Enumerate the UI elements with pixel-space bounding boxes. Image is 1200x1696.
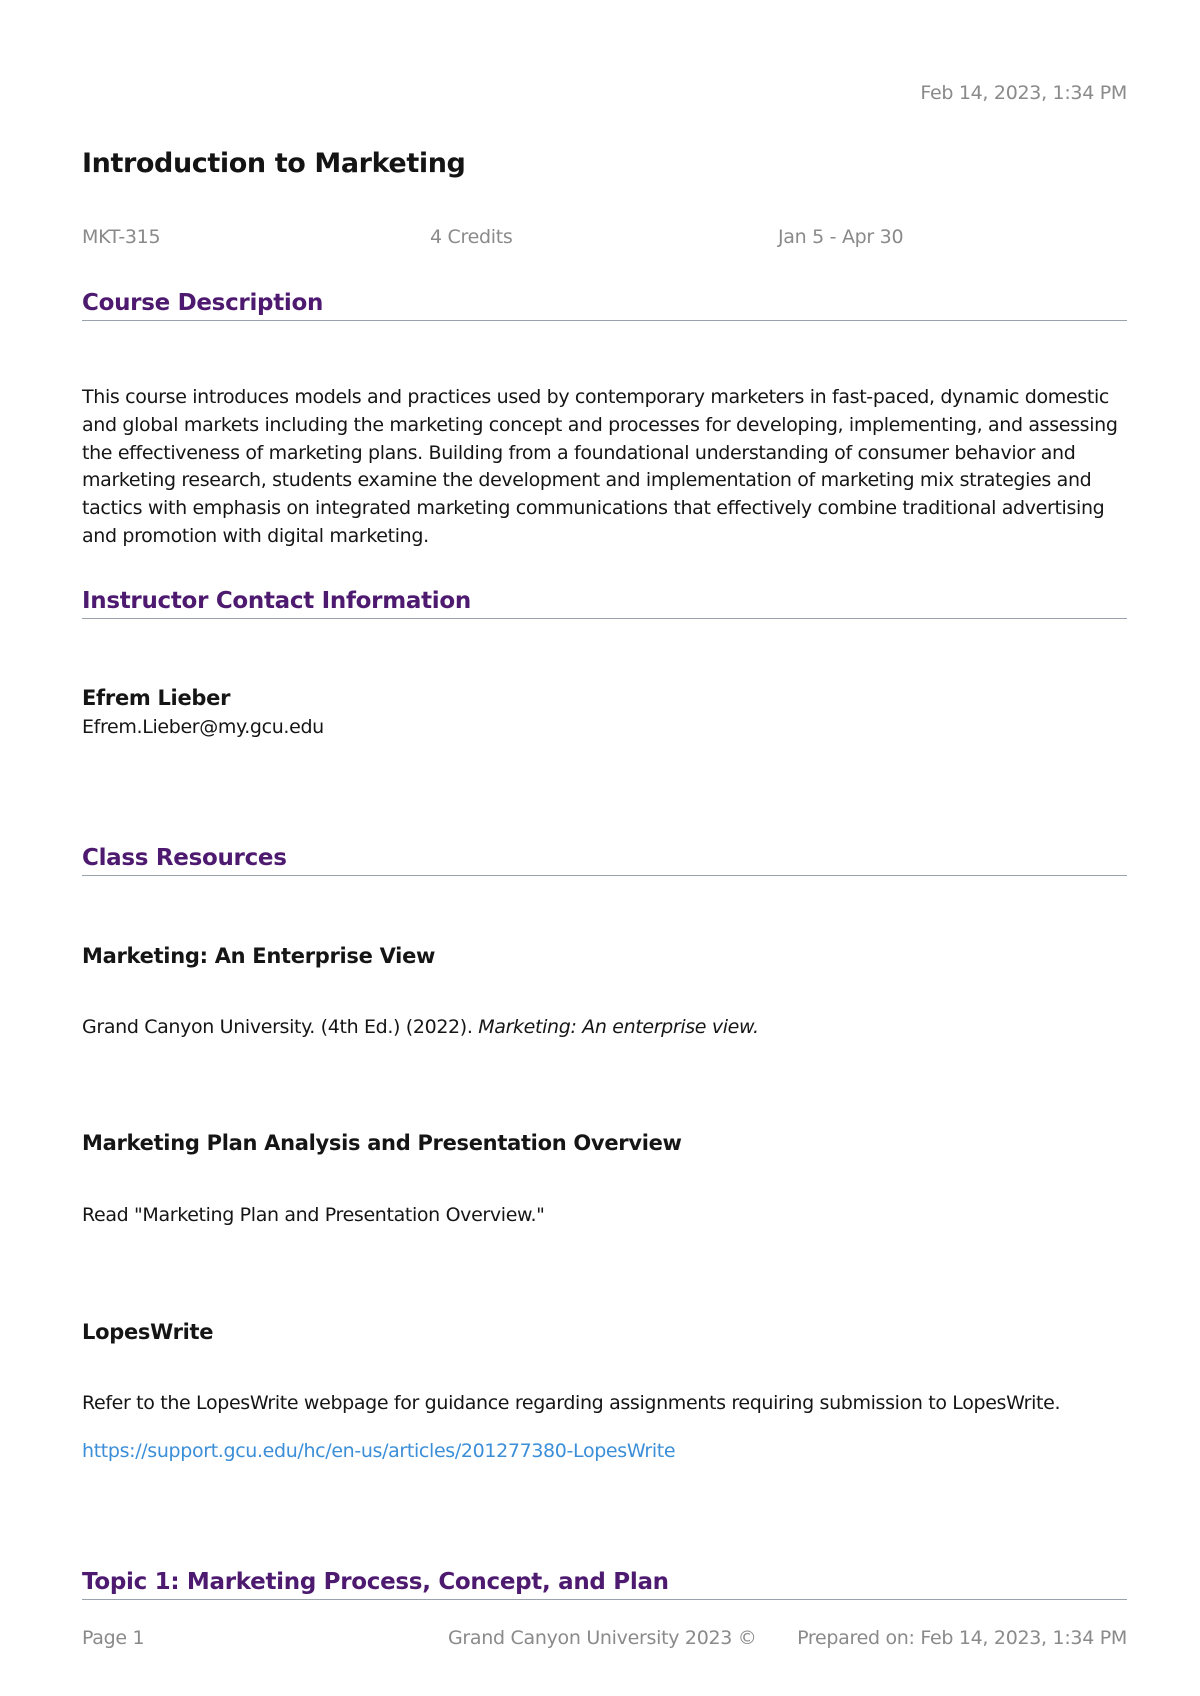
course-description-section (82, 288, 1127, 321)
course-dates: Jan 5 - Apr 30 (778, 226, 904, 248)
section-heading: Topic 1: Marketing Process, Concept, and Plan (82, 1567, 1127, 1600)
footer-copyright: Grand Canyon University 2023 © (448, 1627, 757, 1649)
resource-title: LopesWrite (82, 1320, 214, 1344)
course-description-text: This course introduces models and practices used by contemporary marketers in fast-paced, dynamic domestic and global markets including the marketing concept and processes for developing, implementing, and assessing the effectiveness of marketing plans. Building from a foundational understanding of consumer behavior and marketing research, students examine the development and implementation of marketing mix strategies and tactics with emphasis on integrated marketing communications that effectively combine traditional advertising and promotion with digital marketing. (82, 386, 1118, 547)
instructor-email[interactable]: Efrem.Lieber@my.gcu.edu (82, 716, 324, 738)
resource-text: Refer to the LopesWrite webpage for guidance regarding assignments requiring submission to LopesWrite. (82, 1392, 1061, 1414)
section-heading: Instructor Contact Information (82, 586, 1127, 619)
topic-1-section (82, 1567, 1127, 1600)
citation-italic-title: Marketing: An enterprise view. (478, 1016, 759, 1038)
instructor-name: Efrem Lieber (82, 686, 231, 710)
page-number: Page 1 (82, 1627, 145, 1649)
resource-title: Marketing: An Enterprise View (82, 944, 436, 968)
resource-citation: Grand Canyon University. (4th Ed.) (2022). Marketing: An enterprise view. (82, 1016, 759, 1038)
course-code: MKT-315 (82, 226, 161, 248)
resource-title: Marketing Plan Analysis and Presentation Overview (82, 1131, 682, 1155)
class-resources-section (82, 843, 1127, 876)
footer-prepared-on: Prepared on: Feb 14, 2023, 1:34 PM (797, 1627, 1127, 1649)
section-heading: Class Resources (82, 843, 1127, 876)
print-timestamp: Feb 14, 2023, 1:34 PM (920, 82, 1127, 104)
course-title: Introduction to Marketing (82, 148, 466, 179)
syllabus-page (82, 0, 1127, 1696)
course-credits: 4 Credits (430, 226, 513, 248)
instructor-section (82, 586, 1127, 619)
section-heading: Course Description (82, 288, 1127, 321)
lopeswrite-link[interactable]: https://support.gcu.edu/hc/en-us/articles/201277380-LopesWrite (82, 1440, 676, 1462)
resource-text: Read "Marketing Plan and Presentation Overview." (82, 1204, 545, 1226)
